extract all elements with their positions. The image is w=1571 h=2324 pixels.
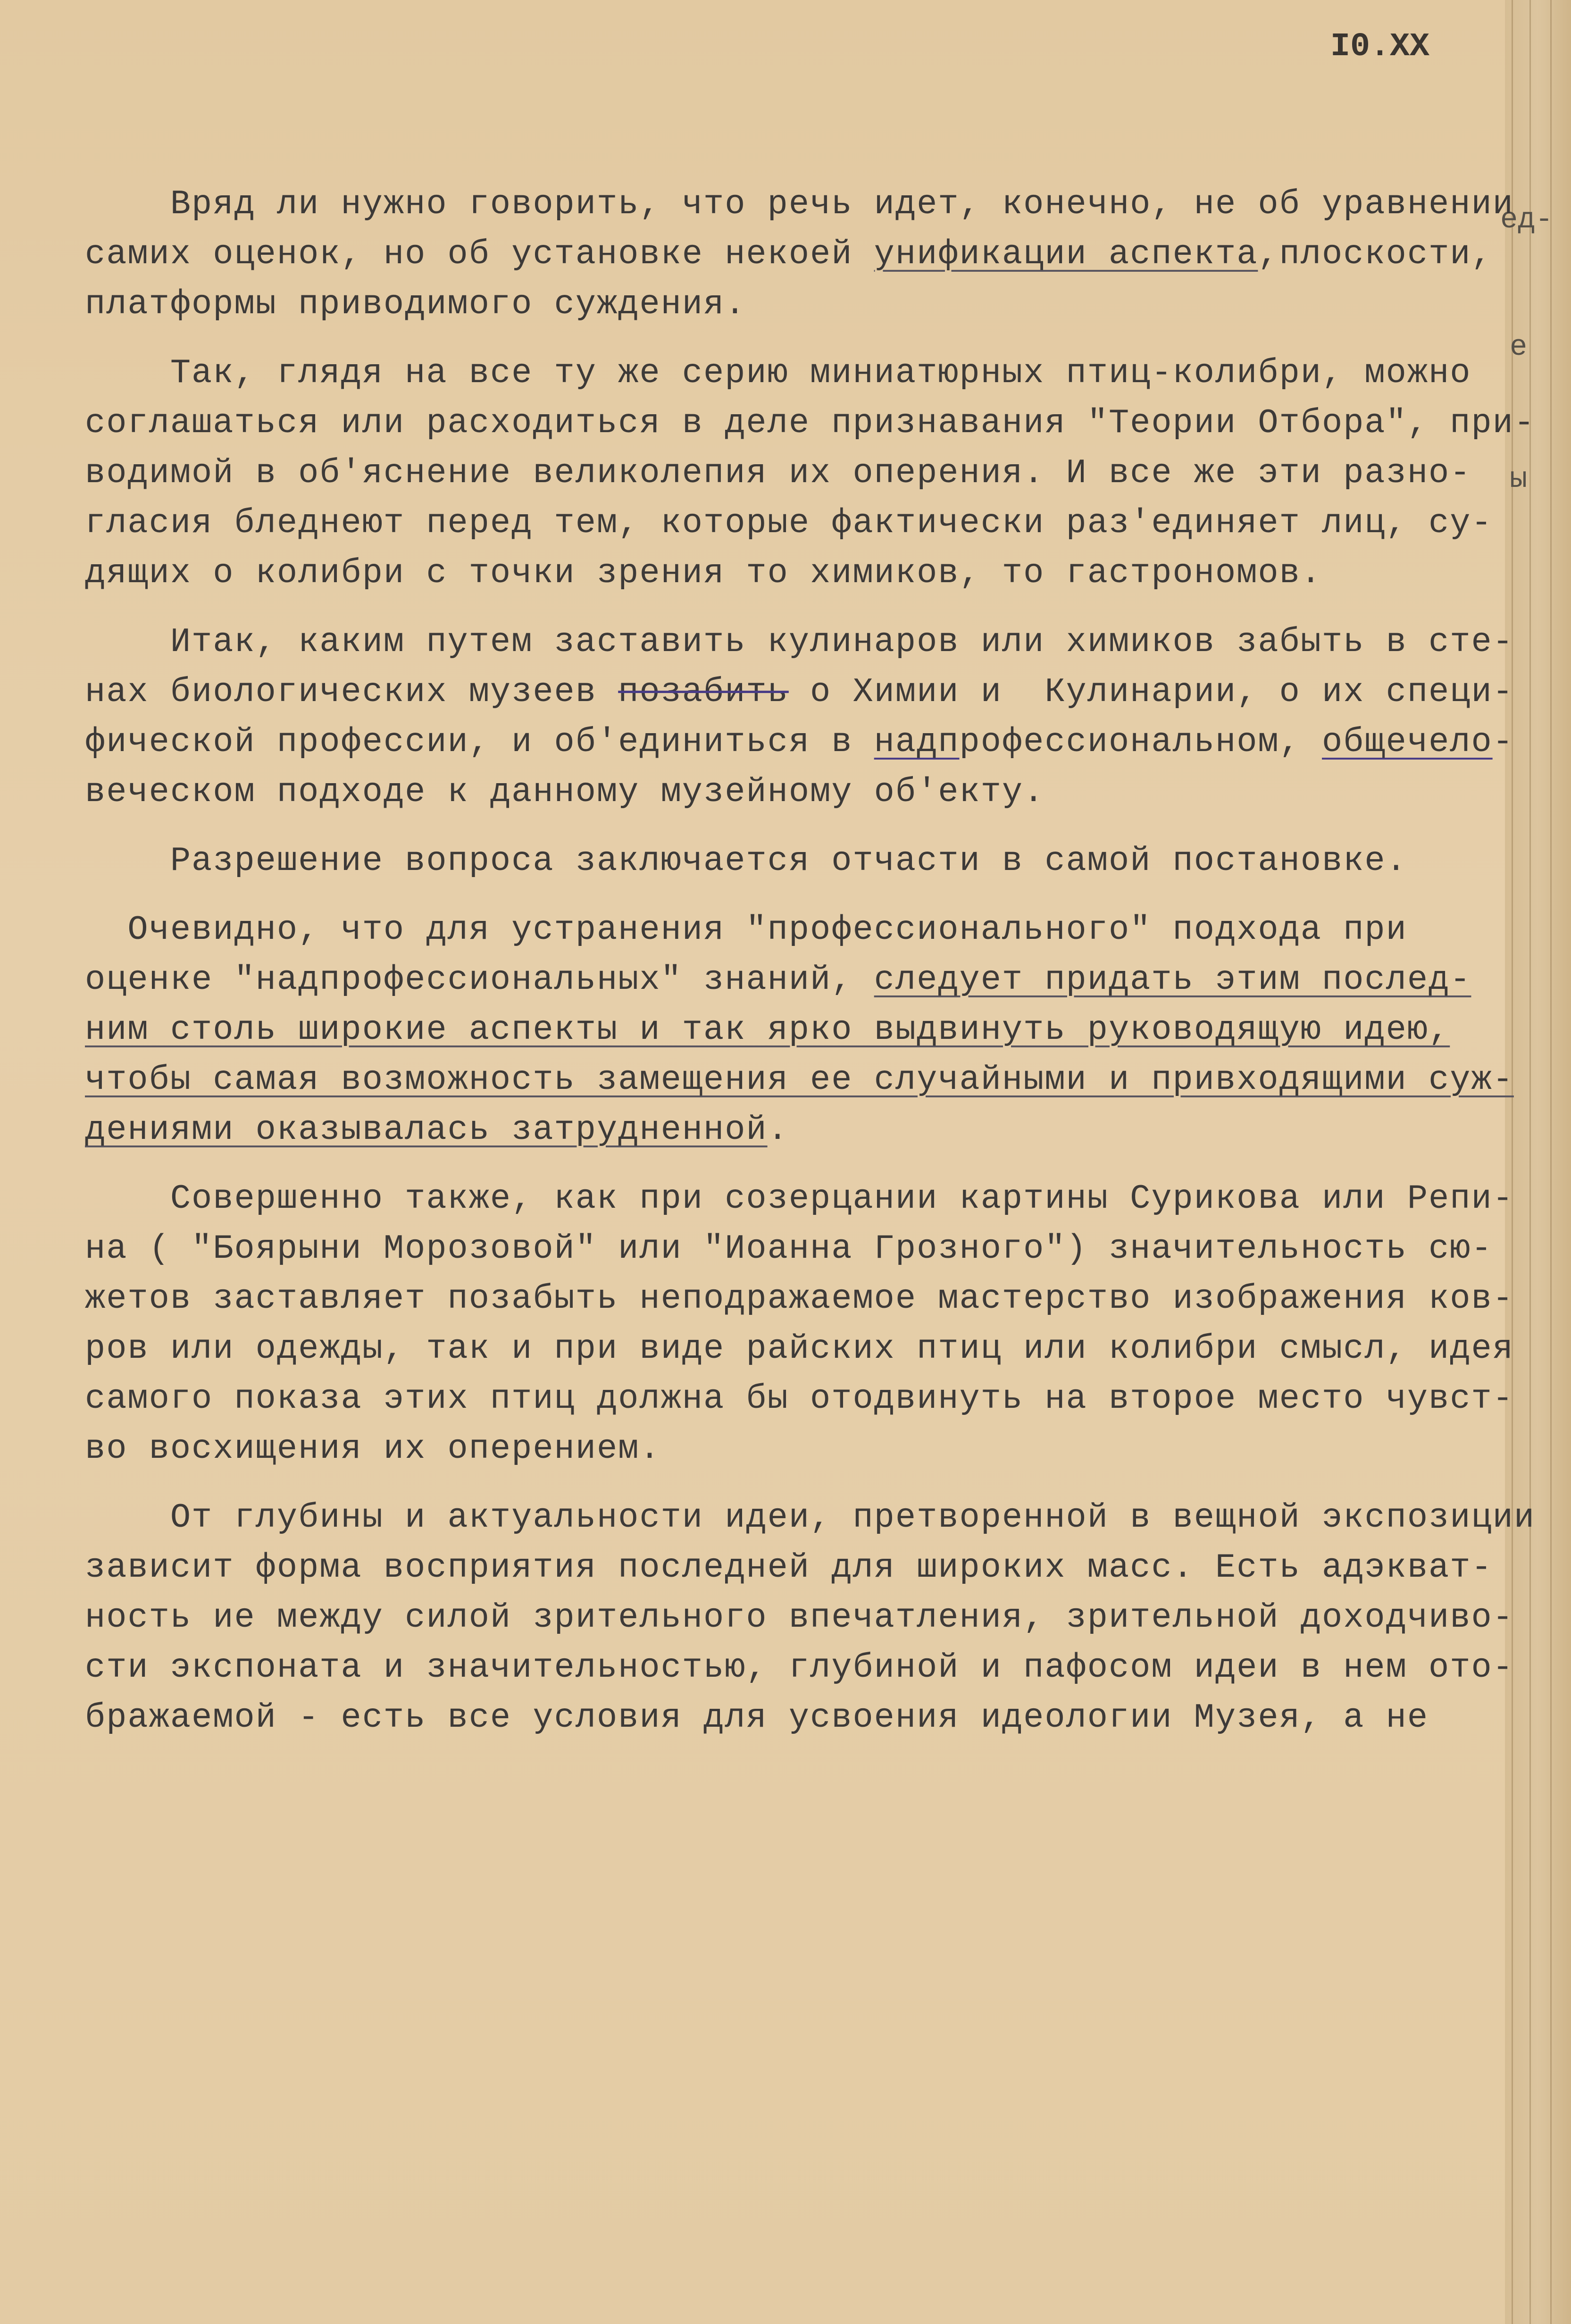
text-line [85,617,1514,667]
text-segment: нах биологических музеев [85,673,618,711]
text-segment: фической профессии, и об'единиться в [85,723,874,761]
text-line [85,905,1491,955]
page-edge-line [1529,0,1531,2324]
page-edge-line [1550,0,1552,2324]
text-segment: водимой в об'яснение великолепия их оперения. И все же эти разно- [85,454,1471,493]
text-segment: Совершенно также, как при созерцании картины Сурикова или Репи- [85,1179,1514,1218]
marked-text: надп [874,723,960,761]
text-segment: Очевидно, что для устранения "профессионального" подхода при [85,911,1407,949]
text-line [85,1224,1491,1274]
text-segment: ность ие между силой зрительного впечатления, зрительной доходчиво- [85,1598,1514,1637]
text-segment: рофессиональном, [959,723,1322,761]
paragraph [85,348,1536,598]
text-line [85,1274,1514,1324]
marked-text: общечело [1322,723,1493,761]
text-line [85,1593,1514,1643]
text-segment: ,плоскости, [1258,235,1493,274]
paragraph [85,1493,1536,1743]
text-segment: самих оценок, но об установке некоей [85,235,874,274]
paragraph [85,1174,1514,1474]
text-line [85,836,1491,886]
marked-text: чтобы самая возможность замещения ее случайными и привходящими суж- [85,1061,1514,1099]
text-line [85,1543,1491,1593]
margin-fragment: ы [1510,462,1528,496]
text-segment: Вряд ли нужно говорить, что речь идет, конечно, не об уравнении [85,185,1514,224]
typed-text-body [85,179,1536,1743]
text-segment: гласия бледнеют перед тем, которые фактически раз'единяет лиц, су- [85,504,1493,543]
paragraph [85,905,1514,1155]
margin-fragment: е [1510,330,1528,364]
text-line [85,767,1491,817]
text-line [85,667,1514,717]
margin-fragment: ед- [1500,203,1553,236]
text-line [85,955,1491,1005]
marked-text: унификации аспекта [874,235,1258,274]
text-line [85,448,1491,498]
text-segment: дящих о колибри с точки зрения то химиков, то гастрономов. [85,554,1322,593]
marked-text: дениями оказывалась затрудненной [85,1111,768,1149]
text-segment: на ( "Боярыни Морозовой" или "Иоанна Грозного") значительность сю- [85,1229,1493,1268]
text-segment: оценке "надпрофессиональных" знаний, [85,961,874,999]
text-line [85,1174,1514,1224]
text-segment: зависит форма восприятия последней для широких масс. Есть адэкват- [85,1548,1493,1587]
text-segment: веческом подходе к данному музейному об'екту. [85,773,1045,811]
text-line [85,1424,1491,1474]
marked-text: позабить [618,673,789,711]
text-segment: Так, глядя на все ту же серию миниатюрных птиц-колибри, можно [85,354,1471,393]
text-line [85,348,1491,398]
text-segment: сти экспоната и значительностью, глубиной и пафосом идеи в нем ото- [85,1648,1514,1687]
page-number: I0.XX [1330,28,1430,66]
marked-text: ним столь широкие аспекты и так ярко выдвинуть руководящую идею, [85,1011,1450,1049]
text-segment: От глубины и актуальности идеи, претворенной в вещной экспозиции [85,1498,1536,1537]
text-segment: самого показа этих птиц должна бы отодвинуть на второе место чувст- [85,1379,1514,1418]
text-line [85,1005,1491,1055]
text-line [85,1374,1514,1424]
text-line [85,498,1491,548]
text-segment: жетов заставляет позабыть неподражаемое мастерство изображения ков- [85,1279,1514,1318]
paragraph [85,617,1514,817]
text-line [85,179,1514,229]
text-line [85,1643,1514,1693]
text-segment: о Химии и Кулинарии, о их специ- [788,673,1514,711]
text-line [85,1324,1514,1374]
text-segment: соглашаться или расходиться в деле признавания "Теории Отбора", при- [85,404,1536,443]
text-segment: - [1492,723,1514,761]
text-segment: . [767,1111,789,1149]
text-line [85,1055,1514,1105]
paragraph [85,179,1514,329]
text-line [85,1105,1491,1155]
text-line [85,1693,1491,1743]
text-segment: Итак, каким путем заставить кулинаров или химиков забыть в сте- [85,623,1514,661]
text-segment: бражаемой - есть все условия для усвоения идеологии Музея, а не [85,1698,1429,1737]
text-line [85,1493,1536,1543]
text-line [85,398,1536,448]
text-segment: платформы приводимого суждения. [85,285,746,324]
text-line [85,548,1491,598]
text-segment: ров или одежды, так и при виде райских птиц или колибри смысл, идея [85,1329,1514,1368]
text-line [85,279,1491,329]
text-line [85,717,1514,767]
paragraph [85,836,1491,886]
text-line [85,229,1491,279]
marked-text: следует придать этим послед- [874,961,1471,999]
text-segment: во восхищения их оперением. [85,1430,661,1468]
text-segment: Разрешение вопроса заключается отчасти в самой постановке. [85,842,1407,880]
